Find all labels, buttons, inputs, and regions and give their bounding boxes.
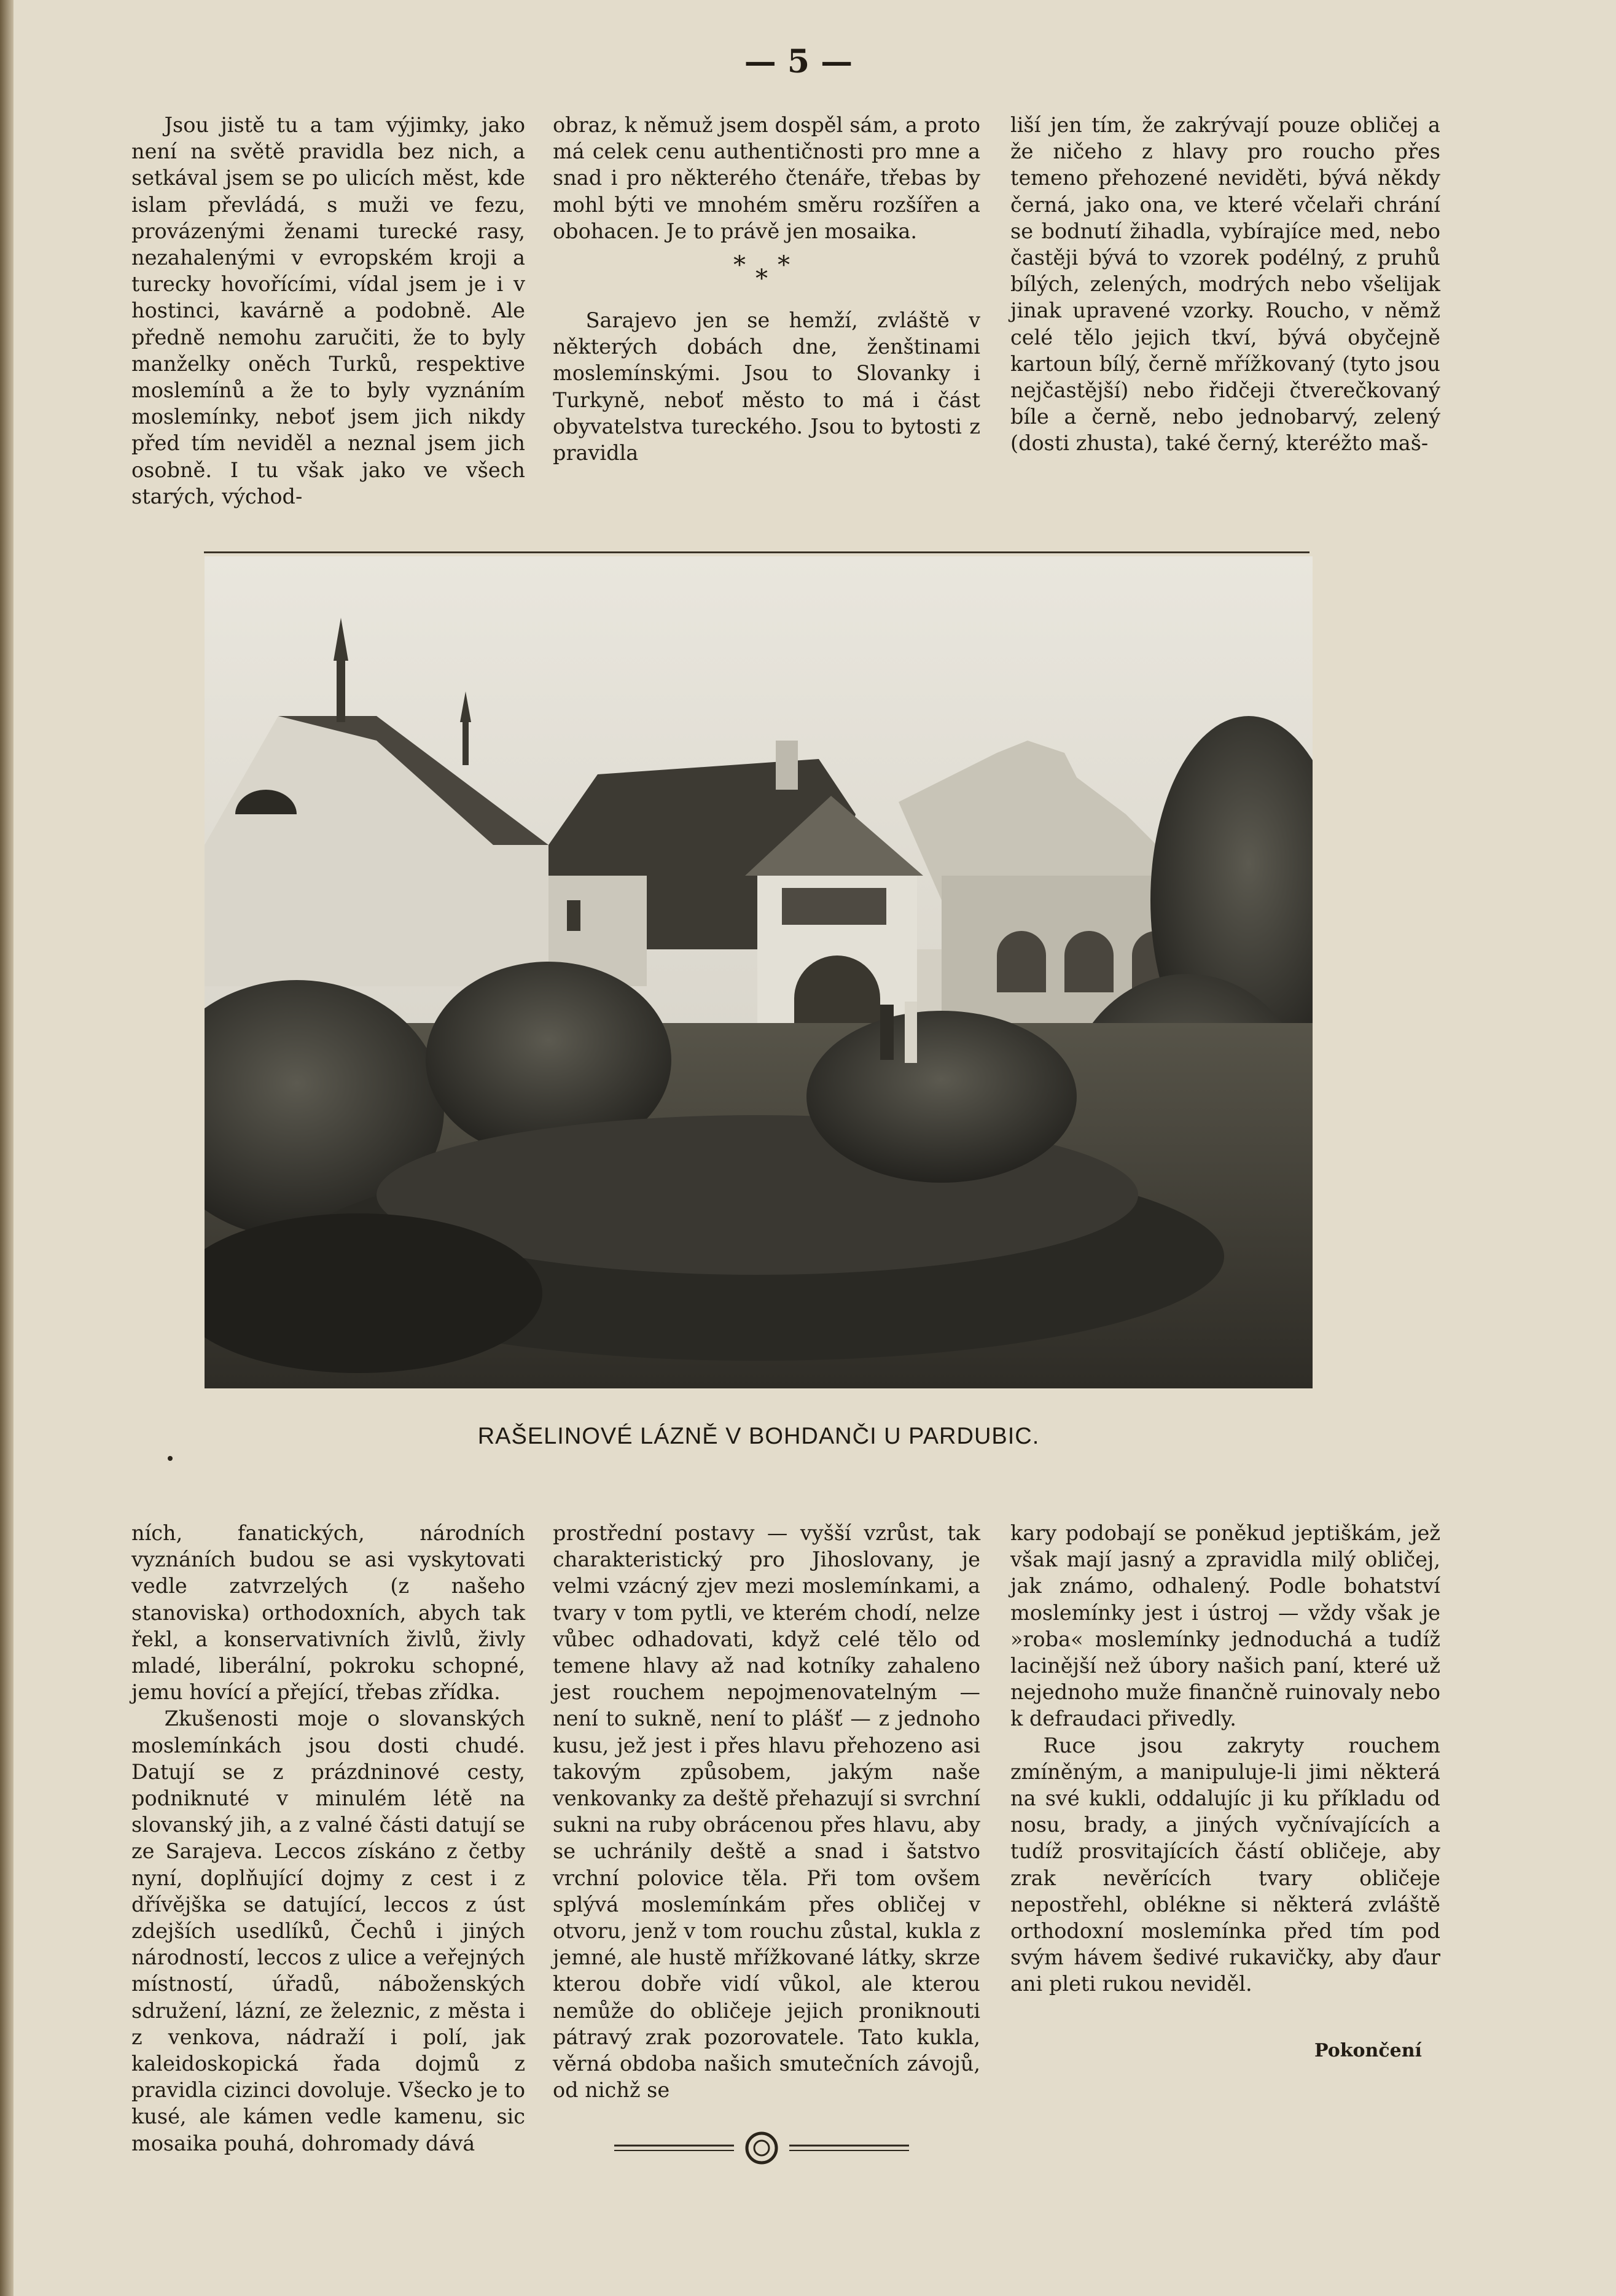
bottom-column-3 <box>1010 1520 1440 1998</box>
section-separator <box>553 251 980 294</box>
print-speck <box>168 1456 173 1461</box>
top-column-3 <box>1010 112 1440 457</box>
continuation-note: Pokončení <box>1314 2040 1422 2061</box>
bottom-column-2 <box>553 1520 980 2103</box>
separator-star-right: * <box>778 251 800 280</box>
bottom-col3-paragraph-2: Ruce jsou zakryty rouchem zmíněným, a manipuluje-li jimi některá na své kukli, oddalujíc ji ku příkladu od nosu, brady, a jiných vyčnívajících a tudíž prosvitajících částí obličeje, aby zrak nevěrících tvary obličeje nepostřehl, oblékne si některá zvláště orthodoxní moslemínka před tím pod svým hávem šedivé rukavičky, aby ďaur ani pleti rukou neviděl. <box>1010 1733 1440 1996</box>
top-column-2 <box>553 112 980 466</box>
photo-caption: RAŠELINOVÉ LÁZNĚ V BOHDANČI U PARDUBIC. <box>477 1423 1040 1449</box>
top-col2-paragraph-1: obraz, k němuž jsem dospěl sám, a proto má celek cenu authentičnosti pro mne a snad i pro některého čtenáře, třebas by mohl býti ve mnohém směru rozšířen a obohacen. Je to právě jen mosaika. <box>553 113 980 243</box>
bottom-col1-paragraph-1: ních, fanatických, národních vyznáních budou se asi vyskytovati vedle zatvrzelých (z našeho stanoviska) orthodoxních, abych tak řekl, a konservativních živlů, živly mladé, liberální, pokroku schopné, jemu hovící a přející, třebas zřídka. <box>131 1521 525 1705</box>
separator-star-left: * <box>733 251 755 280</box>
page-number: — 5 — <box>744 43 853 80</box>
bottom-col3-paragraph-1: kary podobají se poněkud jeptiškám, jež však mají jasný a zpravidla milý obličej, jak známo, odhalený. Podle bohatství moslemínky jest i ústroj — vždy však je »roba« moslemínky jednoduchá a tudíž lacinější než úbory našich paní, které už nejednoho muže finančně ruinovaly nebo k defraudaci přivedly. <box>1010 1521 1440 1731</box>
bottom-col2-paragraph: prostřední postavy — vyšší vzrůst, tak charakteristický pro Jihoslovany, je velmi vzácný zjev mezi moslemínkami, a tvary v tom pytli, ve kterém chodí, nelze vůbec odhadovati, když celé tělo od temene hlavy až nad kotníky zahaleno jest rouchem nepojmenovatelným — není to sukně, není to plášť — z jednoho kusu, jež jest i přes hlavu přehozeno asi takovým způsobem, jakým naše venkovanky za deště přehazují si svrchní sukni na ruby obrácenou přes hlavu, aby se uchránily deště a snad i šatstvo vrchní polovice těla. Při tom ovšem splývá moslemínkám přes obličej v otvoru, jenž v tom rouchu zůstal, kukla z jemné, ale hustě mřížkované látky, skrze kterou dobře vidí vůkol, ale kterou nemůže do obličeje jejich proniknouti pátravý zrak pozorovatele. Tato kukla, věrná obdoba našich smutečních závojů, od nichž se <box>553 1521 980 2103</box>
top-col2-paragraph-2: Sarajevo jen se hemží, zvláště v některých dobách dne, ženštinami moslemínskými. Jsou to Slovanky i Turkyně, neboť město to má i část obyvatelstva tureckého. Jsou to bytosti z pravidla <box>553 308 980 465</box>
bottom-col1-paragraph-2: Zkušenosti moje o slovanských moslemínkách jsou dosti chudé. Datují se z prázdninové cesty, podniknuté v minulém létě na slovanský jih, a z valné části datují se ze Sarajeva. Leccos získáno z četby nyní, doplňující dojmy z cest i z dřívějška se datující, leccos z úst zdejších usedlíků, Čechů i jiných národností, leccos z ulice a veřejných místností, úřadů, náboženských sdružení, lázní, ze železnic, z města i z venkova, nádraží i polí, jak kaleidoskopická řada dojmů z pravidla cizinci dovoluje. Všecko je to kusé, ale kámen vedle kamenu, sic mosaika pouhá, dohromady dává <box>131 1706 525 2155</box>
end-ornament-icon <box>608 2130 915 2166</box>
bottom-column-1 <box>131 1520 525 2157</box>
top-col3-paragraph: liší jen tím, že zakrývají pouze obličej a že ničeho z hlavy pro roucho přes temeno přehozené neviděti, bývá někdy černá, jako ona, ve které včelaři chrání se bodnutí žihadla, vybírajíce med, nebo častěji bývá to vzorek podélný, z pruhů bílých, zelených, modrých nebo všelijak jinak upravené vzorky. Roucho, v němž celé tělo jejich tkví, bývá obyčejně kartoun bílý, černě mřížkovaný (tyto jsou nejčastější) nebo řidčeji čtverečkovaný bíle a černě, nebo jednobarvý, zelený (dosti zhusta), také černý, kteréžto maš- <box>1010 113 1440 456</box>
top-col1-paragraph: Jsou jistě tu a tam výjimky, jako není na světě pravidla bez nich, a setkával jsem se po ulicích měst, kde islam převládá, s muži ve fezu, provázenými ženami turecké rasy, nezahalenými v evropském kroji a turecky hovořícími, vídal jsem je i v hostinci, kavárně a podobně. Ale předně nemohu zaručiti, že to byly manželky oněch Turků, respektive moslemínů a že to byly vyznáním moslemínky, neboť jsem jich nikdy před tím neviděl a neznal jsem jich osobně. I tu však jako ve všech starých, východ- <box>131 113 525 508</box>
top-column-1 <box>131 112 525 510</box>
photo-top-rule <box>204 551 1310 553</box>
spa-photograph-illustration <box>205 556 1313 1388</box>
spa-photograph <box>205 556 1313 1388</box>
separator-star-middle: * <box>755 265 778 294</box>
